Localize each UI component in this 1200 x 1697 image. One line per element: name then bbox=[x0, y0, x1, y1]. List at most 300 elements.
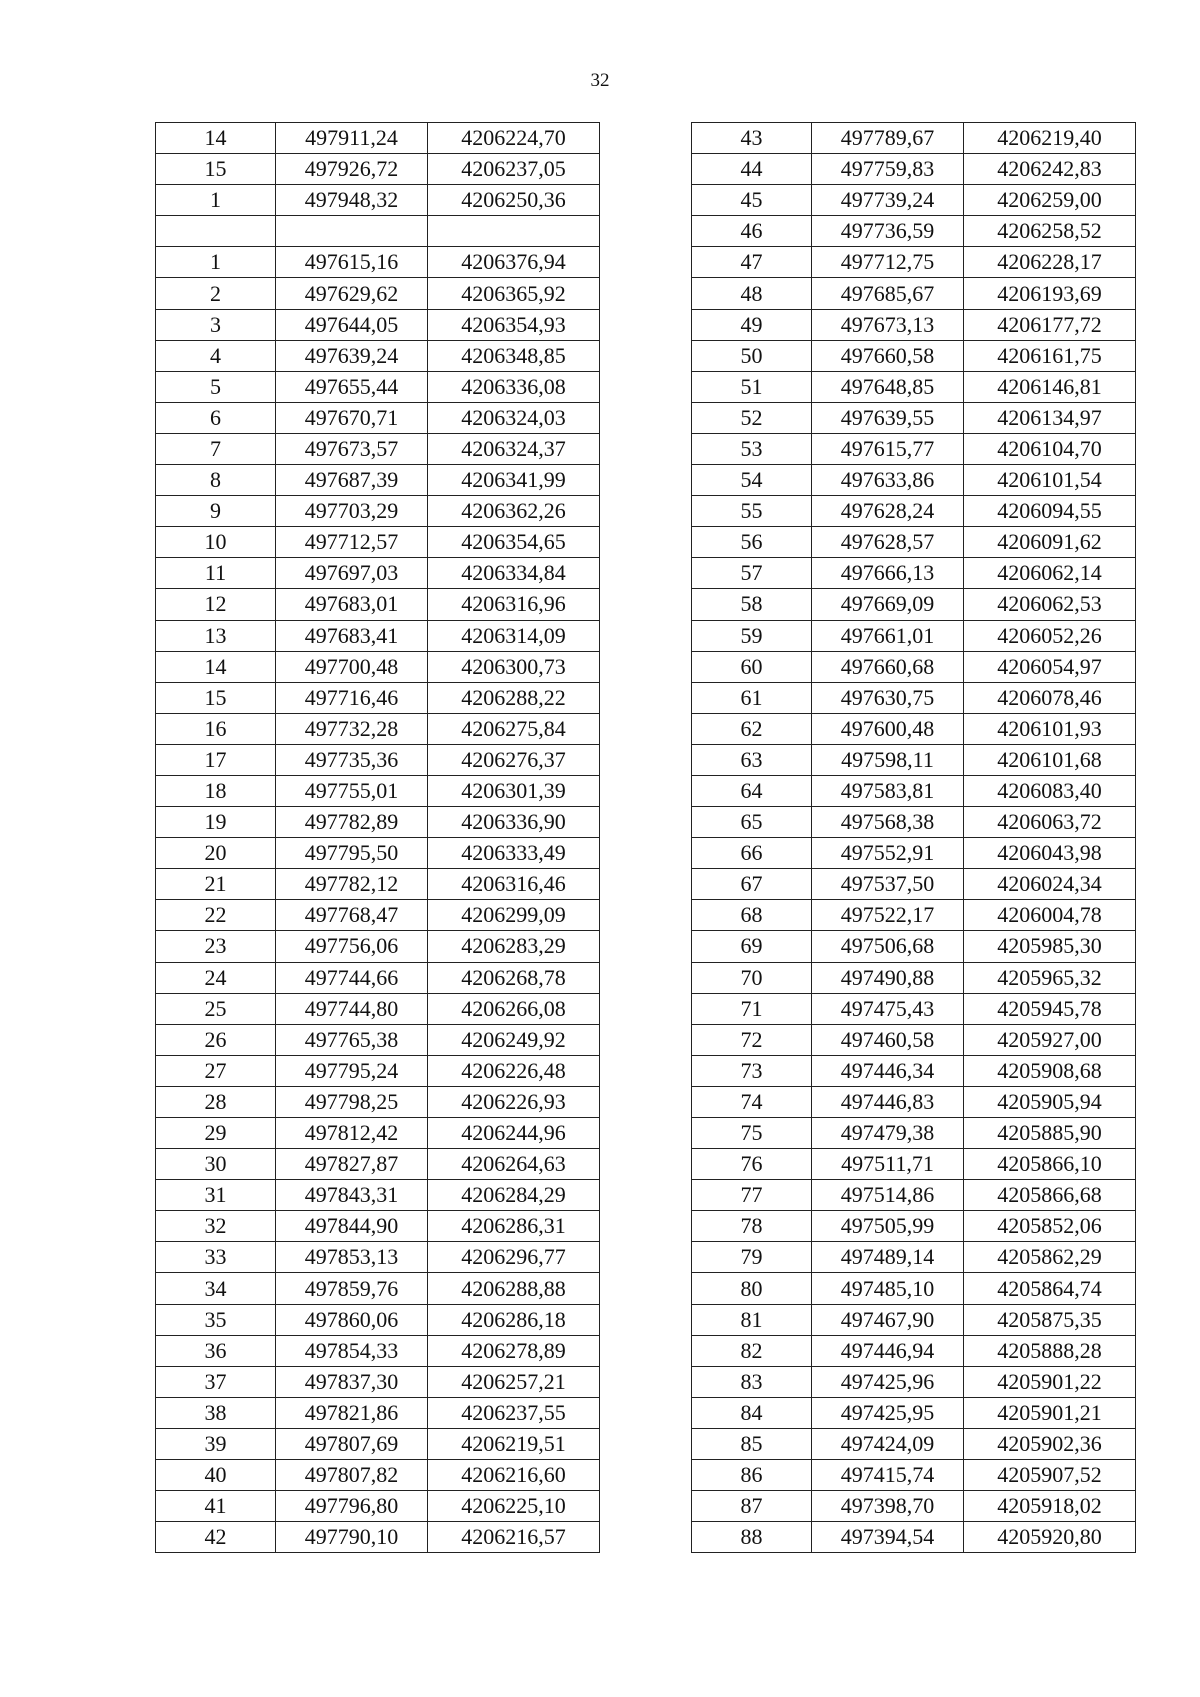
point-number-cell: 83 bbox=[692, 1366, 812, 1397]
table-row bbox=[156, 216, 600, 247]
point-number-cell: 40 bbox=[156, 1460, 276, 1491]
table-row bbox=[692, 558, 1136, 589]
table-row bbox=[692, 1211, 1136, 1242]
x-coordinate-cell bbox=[276, 216, 428, 247]
table-row bbox=[692, 154, 1136, 185]
table-row bbox=[156, 278, 600, 309]
y-coordinate-cell: 4206242,83 bbox=[964, 154, 1136, 185]
x-coordinate-cell: 497796,80 bbox=[276, 1491, 428, 1522]
table-row bbox=[156, 900, 600, 931]
y-coordinate-cell: 4206052,26 bbox=[964, 620, 1136, 651]
x-coordinate-cell: 497926,72 bbox=[276, 154, 428, 185]
point-number-cell: 68 bbox=[692, 900, 812, 931]
table-row bbox=[692, 651, 1136, 682]
point-number-cell: 29 bbox=[156, 1118, 276, 1149]
x-coordinate-cell: 497789,67 bbox=[812, 123, 964, 154]
y-coordinate-cell: 4206299,09 bbox=[428, 900, 600, 931]
x-coordinate-cell: 497446,83 bbox=[812, 1086, 964, 1117]
point-number-cell: 3 bbox=[156, 309, 276, 340]
x-coordinate-cell: 497628,24 bbox=[812, 496, 964, 527]
x-coordinate-cell: 497673,13 bbox=[812, 309, 964, 340]
y-coordinate-cell: 4205901,22 bbox=[964, 1366, 1136, 1397]
y-coordinate-cell: 4206177,72 bbox=[964, 309, 1136, 340]
table-row bbox=[692, 1491, 1136, 1522]
point-number-cell: 1 bbox=[156, 247, 276, 278]
table-row bbox=[156, 1397, 600, 1428]
point-number-cell: 33 bbox=[156, 1242, 276, 1273]
point-number-cell: 80 bbox=[692, 1273, 812, 1304]
x-coordinate-cell: 497522,17 bbox=[812, 900, 964, 931]
point-number-cell: 77 bbox=[692, 1180, 812, 1211]
point-number-cell: 1 bbox=[156, 185, 276, 216]
table-row bbox=[692, 527, 1136, 558]
y-coordinate-cell: 4206258,52 bbox=[964, 216, 1136, 247]
x-coordinate-cell: 497795,50 bbox=[276, 838, 428, 869]
x-coordinate-cell: 497583,81 bbox=[812, 775, 964, 806]
table-row bbox=[692, 931, 1136, 962]
point-number-cell: 53 bbox=[692, 433, 812, 464]
table-row bbox=[156, 309, 600, 340]
x-coordinate-cell: 497812,42 bbox=[276, 1118, 428, 1149]
point-number-cell: 51 bbox=[692, 371, 812, 402]
x-coordinate-cell: 497854,33 bbox=[276, 1335, 428, 1366]
table-row bbox=[156, 713, 600, 744]
y-coordinate-cell bbox=[428, 216, 600, 247]
table-row bbox=[156, 1055, 600, 1086]
point-number-cell: 15 bbox=[156, 154, 276, 185]
table-row bbox=[692, 1024, 1136, 1055]
y-coordinate-cell: 4206334,84 bbox=[428, 558, 600, 589]
point-number-cell: 38 bbox=[156, 1397, 276, 1428]
table-row bbox=[692, 1366, 1136, 1397]
table-row bbox=[156, 682, 600, 713]
x-coordinate-cell: 497475,43 bbox=[812, 993, 964, 1024]
point-number-cell: 26 bbox=[156, 1024, 276, 1055]
table-row bbox=[692, 1118, 1136, 1149]
y-coordinate-cell: 4206348,85 bbox=[428, 340, 600, 371]
y-coordinate-cell: 4206286,18 bbox=[428, 1304, 600, 1335]
table-row bbox=[156, 838, 600, 869]
table-row bbox=[692, 589, 1136, 620]
table-row bbox=[692, 993, 1136, 1024]
y-coordinate-cell: 4206264,63 bbox=[428, 1149, 600, 1180]
point-number-cell: 88 bbox=[692, 1522, 812, 1553]
x-coordinate-cell: 497860,06 bbox=[276, 1304, 428, 1335]
point-number-cell: 41 bbox=[156, 1491, 276, 1522]
x-coordinate-cell: 497639,55 bbox=[812, 402, 964, 433]
y-coordinate-cell: 4206004,78 bbox=[964, 900, 1136, 931]
x-coordinate-cell: 497514,86 bbox=[812, 1180, 964, 1211]
point-number-cell: 48 bbox=[692, 278, 812, 309]
y-coordinate-cell: 4206324,03 bbox=[428, 402, 600, 433]
x-coordinate-cell: 497511,71 bbox=[812, 1149, 964, 1180]
table-row bbox=[692, 278, 1136, 309]
table-row bbox=[692, 496, 1136, 527]
y-coordinate-cell: 4206275,84 bbox=[428, 713, 600, 744]
table-row bbox=[156, 869, 600, 900]
y-coordinate-cell: 4205901,21 bbox=[964, 1397, 1136, 1428]
y-coordinate-cell: 4206134,97 bbox=[964, 402, 1136, 433]
table-row bbox=[692, 185, 1136, 216]
point-number-cell: 81 bbox=[692, 1304, 812, 1335]
table-row bbox=[156, 1211, 600, 1242]
x-coordinate-cell: 497843,31 bbox=[276, 1180, 428, 1211]
point-number-cell: 71 bbox=[692, 993, 812, 1024]
point-number-cell: 69 bbox=[692, 931, 812, 962]
table-row bbox=[156, 993, 600, 1024]
y-coordinate-cell: 4205902,36 bbox=[964, 1428, 1136, 1459]
point-number-cell: 11 bbox=[156, 558, 276, 589]
point-number-cell: 20 bbox=[156, 838, 276, 869]
x-coordinate-cell: 497807,69 bbox=[276, 1428, 428, 1459]
x-coordinate-cell: 497633,86 bbox=[812, 465, 964, 496]
point-number-cell: 44 bbox=[692, 154, 812, 185]
x-coordinate-cell: 497736,59 bbox=[812, 216, 964, 247]
y-coordinate-cell: 4206354,65 bbox=[428, 527, 600, 558]
table-row bbox=[692, 1242, 1136, 1273]
y-coordinate-cell: 4206104,70 bbox=[964, 433, 1136, 464]
table-row bbox=[692, 869, 1136, 900]
table-row bbox=[156, 1273, 600, 1304]
table-row bbox=[692, 1149, 1136, 1180]
y-coordinate-cell: 4206063,72 bbox=[964, 807, 1136, 838]
x-coordinate-cell: 497700,48 bbox=[276, 651, 428, 682]
x-coordinate-cell: 497948,32 bbox=[276, 185, 428, 216]
table-row bbox=[156, 589, 600, 620]
x-coordinate-cell: 497485,10 bbox=[812, 1273, 964, 1304]
coordinates-table-right-body bbox=[692, 123, 1136, 1553]
point-number-cell: 49 bbox=[692, 309, 812, 340]
y-coordinate-cell: 4206250,36 bbox=[428, 185, 600, 216]
table-row bbox=[692, 247, 1136, 278]
x-coordinate-cell: 497744,80 bbox=[276, 993, 428, 1024]
y-coordinate-cell: 4205885,90 bbox=[964, 1118, 1136, 1149]
table-row bbox=[156, 620, 600, 651]
y-coordinate-cell: 4206237,05 bbox=[428, 154, 600, 185]
table-row bbox=[156, 123, 600, 154]
point-number-cell: 9 bbox=[156, 496, 276, 527]
x-coordinate-cell: 497798,25 bbox=[276, 1086, 428, 1117]
y-coordinate-cell: 4206226,93 bbox=[428, 1086, 600, 1117]
point-number-cell: 34 bbox=[156, 1273, 276, 1304]
y-coordinate-cell: 4206288,88 bbox=[428, 1273, 600, 1304]
y-coordinate-cell: 4206228,17 bbox=[964, 247, 1136, 278]
point-number-cell: 46 bbox=[692, 216, 812, 247]
table-row bbox=[692, 620, 1136, 651]
table-row bbox=[156, 402, 600, 433]
x-coordinate-cell: 497467,90 bbox=[812, 1304, 964, 1335]
table-row bbox=[156, 1366, 600, 1397]
x-coordinate-cell: 497600,48 bbox=[812, 713, 964, 744]
point-number-cell: 39 bbox=[156, 1428, 276, 1459]
y-coordinate-cell: 4205875,35 bbox=[964, 1304, 1136, 1335]
x-coordinate-cell: 497837,30 bbox=[276, 1366, 428, 1397]
table-row bbox=[156, 154, 600, 185]
point-number-cell: 66 bbox=[692, 838, 812, 869]
table-row bbox=[156, 931, 600, 962]
y-coordinate-cell: 4205920,80 bbox=[964, 1522, 1136, 1553]
table-row bbox=[692, 744, 1136, 775]
table-row bbox=[692, 402, 1136, 433]
x-coordinate-cell: 497827,87 bbox=[276, 1149, 428, 1180]
y-coordinate-cell: 4206101,68 bbox=[964, 744, 1136, 775]
y-coordinate-cell: 4206333,49 bbox=[428, 838, 600, 869]
x-coordinate-cell: 497716,46 bbox=[276, 682, 428, 713]
y-coordinate-cell: 4206259,00 bbox=[964, 185, 1136, 216]
x-coordinate-cell: 497660,58 bbox=[812, 340, 964, 371]
y-coordinate-cell: 4206224,70 bbox=[428, 123, 600, 154]
y-coordinate-cell: 4205965,32 bbox=[964, 962, 1136, 993]
table-row bbox=[692, 1304, 1136, 1335]
point-number-cell: 43 bbox=[692, 123, 812, 154]
x-coordinate-cell: 497911,24 bbox=[276, 123, 428, 154]
x-coordinate-cell: 497639,24 bbox=[276, 340, 428, 371]
y-coordinate-cell: 4206316,46 bbox=[428, 869, 600, 900]
x-coordinate-cell: 497460,58 bbox=[812, 1024, 964, 1055]
y-coordinate-cell: 4206336,90 bbox=[428, 807, 600, 838]
table-row bbox=[156, 1180, 600, 1211]
coordinates-table-right bbox=[691, 122, 1136, 1553]
table-row bbox=[692, 433, 1136, 464]
x-coordinate-cell: 497415,74 bbox=[812, 1460, 964, 1491]
y-coordinate-cell: 4205888,28 bbox=[964, 1335, 1136, 1366]
point-number-cell: 86 bbox=[692, 1460, 812, 1491]
page-number: 32 bbox=[590, 70, 610, 91]
point-number-cell bbox=[156, 216, 276, 247]
point-number-cell: 31 bbox=[156, 1180, 276, 1211]
y-coordinate-cell: 4206266,08 bbox=[428, 993, 600, 1024]
table-row bbox=[156, 1491, 600, 1522]
y-coordinate-cell: 4205908,68 bbox=[964, 1055, 1136, 1086]
table-row bbox=[156, 744, 600, 775]
x-coordinate-cell: 497765,38 bbox=[276, 1024, 428, 1055]
y-coordinate-cell: 4206362,26 bbox=[428, 496, 600, 527]
x-coordinate-cell: 497807,82 bbox=[276, 1460, 428, 1491]
y-coordinate-cell: 4206226,48 bbox=[428, 1055, 600, 1086]
point-number-cell: 4 bbox=[156, 340, 276, 371]
point-number-cell: 14 bbox=[156, 651, 276, 682]
table-row bbox=[692, 1428, 1136, 1459]
point-number-cell: 36 bbox=[156, 1335, 276, 1366]
point-number-cell: 28 bbox=[156, 1086, 276, 1117]
table-row bbox=[156, 651, 600, 682]
y-coordinate-cell: 4206237,55 bbox=[428, 1397, 600, 1428]
point-number-cell: 47 bbox=[692, 247, 812, 278]
y-coordinate-cell: 4206324,37 bbox=[428, 433, 600, 464]
y-coordinate-cell: 4206284,29 bbox=[428, 1180, 600, 1211]
x-coordinate-cell: 497424,09 bbox=[812, 1428, 964, 1459]
table-row bbox=[156, 1242, 600, 1273]
point-number-cell: 12 bbox=[156, 589, 276, 620]
point-number-cell: 23 bbox=[156, 931, 276, 962]
point-number-cell: 65 bbox=[692, 807, 812, 838]
y-coordinate-cell: 4206300,73 bbox=[428, 651, 600, 682]
x-coordinate-cell: 497782,12 bbox=[276, 869, 428, 900]
table-row bbox=[156, 1335, 600, 1366]
y-coordinate-cell: 4206365,92 bbox=[428, 278, 600, 309]
y-coordinate-cell: 4206062,14 bbox=[964, 558, 1136, 589]
point-number-cell: 6 bbox=[156, 402, 276, 433]
y-coordinate-cell: 4206024,34 bbox=[964, 869, 1136, 900]
point-number-cell: 19 bbox=[156, 807, 276, 838]
y-coordinate-cell: 4206316,96 bbox=[428, 589, 600, 620]
y-coordinate-cell: 4205918,02 bbox=[964, 1491, 1136, 1522]
coordinates-table-left bbox=[155, 122, 600, 1553]
table-row bbox=[692, 371, 1136, 402]
y-coordinate-cell: 4205866,10 bbox=[964, 1149, 1136, 1180]
y-coordinate-cell: 4206296,77 bbox=[428, 1242, 600, 1273]
table-row bbox=[692, 775, 1136, 806]
y-coordinate-cell: 4205852,06 bbox=[964, 1211, 1136, 1242]
table-row bbox=[692, 340, 1136, 371]
table-row bbox=[692, 1335, 1136, 1366]
x-coordinate-cell: 497661,01 bbox=[812, 620, 964, 651]
table-row bbox=[692, 900, 1136, 931]
y-coordinate-cell: 4206286,31 bbox=[428, 1211, 600, 1242]
table-row bbox=[156, 185, 600, 216]
y-coordinate-cell: 4206283,29 bbox=[428, 931, 600, 962]
x-coordinate-cell: 497615,16 bbox=[276, 247, 428, 278]
y-coordinate-cell: 4206341,99 bbox=[428, 465, 600, 496]
y-coordinate-cell: 4205985,30 bbox=[964, 931, 1136, 962]
x-coordinate-cell: 497673,57 bbox=[276, 433, 428, 464]
table-row bbox=[692, 1180, 1136, 1211]
table-row bbox=[156, 1024, 600, 1055]
table-row bbox=[156, 371, 600, 402]
y-coordinate-cell: 4206244,96 bbox=[428, 1118, 600, 1149]
x-coordinate-cell: 497479,38 bbox=[812, 1118, 964, 1149]
point-number-cell: 24 bbox=[156, 962, 276, 993]
point-number-cell: 37 bbox=[156, 1366, 276, 1397]
x-coordinate-cell: 497732,28 bbox=[276, 713, 428, 744]
point-number-cell: 85 bbox=[692, 1428, 812, 1459]
point-number-cell: 82 bbox=[692, 1335, 812, 1366]
x-coordinate-cell: 497756,06 bbox=[276, 931, 428, 962]
point-number-cell: 35 bbox=[156, 1304, 276, 1335]
x-coordinate-cell: 497615,77 bbox=[812, 433, 964, 464]
point-number-cell: 18 bbox=[156, 775, 276, 806]
x-coordinate-cell: 497853,13 bbox=[276, 1242, 428, 1273]
point-number-cell: 79 bbox=[692, 1242, 812, 1273]
x-coordinate-cell: 497598,11 bbox=[812, 744, 964, 775]
y-coordinate-cell: 4206094,55 bbox=[964, 496, 1136, 527]
x-coordinate-cell: 497425,96 bbox=[812, 1366, 964, 1397]
x-coordinate-cell: 497628,57 bbox=[812, 527, 964, 558]
point-number-cell: 42 bbox=[156, 1522, 276, 1553]
y-coordinate-cell: 4206336,08 bbox=[428, 371, 600, 402]
x-coordinate-cell: 497506,68 bbox=[812, 931, 964, 962]
y-coordinate-cell: 4206101,54 bbox=[964, 465, 1136, 496]
point-number-cell: 14 bbox=[156, 123, 276, 154]
point-number-cell: 72 bbox=[692, 1024, 812, 1055]
point-number-cell: 73 bbox=[692, 1055, 812, 1086]
table-row bbox=[156, 527, 600, 558]
table-row bbox=[156, 1428, 600, 1459]
x-coordinate-cell: 497739,24 bbox=[812, 185, 964, 216]
y-coordinate-cell: 4206278,89 bbox=[428, 1335, 600, 1366]
point-number-cell: 87 bbox=[692, 1491, 812, 1522]
y-coordinate-cell: 4206219,40 bbox=[964, 123, 1136, 154]
x-coordinate-cell: 497552,91 bbox=[812, 838, 964, 869]
y-coordinate-cell: 4206314,09 bbox=[428, 620, 600, 651]
point-number-cell: 60 bbox=[692, 651, 812, 682]
point-number-cell: 5 bbox=[156, 371, 276, 402]
y-coordinate-cell: 4205945,78 bbox=[964, 993, 1136, 1024]
y-coordinate-cell: 4206054,97 bbox=[964, 651, 1136, 682]
point-number-cell: 76 bbox=[692, 1149, 812, 1180]
y-coordinate-cell: 4206062,53 bbox=[964, 589, 1136, 620]
y-coordinate-cell: 4206301,39 bbox=[428, 775, 600, 806]
point-number-cell: 57 bbox=[692, 558, 812, 589]
point-number-cell: 17 bbox=[156, 744, 276, 775]
x-coordinate-cell: 497398,70 bbox=[812, 1491, 964, 1522]
table-row bbox=[692, 1273, 1136, 1304]
point-number-cell: 61 bbox=[692, 682, 812, 713]
point-number-cell: 62 bbox=[692, 713, 812, 744]
table-row bbox=[156, 558, 600, 589]
y-coordinate-cell: 4206276,37 bbox=[428, 744, 600, 775]
x-coordinate-cell: 497505,99 bbox=[812, 1211, 964, 1242]
point-number-cell: 45 bbox=[692, 185, 812, 216]
x-coordinate-cell: 497697,03 bbox=[276, 558, 428, 589]
point-number-cell: 15 bbox=[156, 682, 276, 713]
point-number-cell: 58 bbox=[692, 589, 812, 620]
x-coordinate-cell: 497821,86 bbox=[276, 1397, 428, 1428]
x-coordinate-cell: 497644,05 bbox=[276, 309, 428, 340]
table-row bbox=[692, 465, 1136, 496]
point-number-cell: 27 bbox=[156, 1055, 276, 1086]
y-coordinate-cell: 4205862,29 bbox=[964, 1242, 1136, 1273]
point-number-cell: 55 bbox=[692, 496, 812, 527]
y-coordinate-cell: 4206354,93 bbox=[428, 309, 600, 340]
table-row bbox=[692, 962, 1136, 993]
table-row bbox=[156, 340, 600, 371]
point-number-cell: 70 bbox=[692, 962, 812, 993]
y-coordinate-cell: 4206257,21 bbox=[428, 1366, 600, 1397]
x-coordinate-cell: 497425,95 bbox=[812, 1397, 964, 1428]
y-coordinate-cell: 4206083,40 bbox=[964, 775, 1136, 806]
table-row bbox=[692, 1086, 1136, 1117]
table-row bbox=[156, 496, 600, 527]
y-coordinate-cell: 4206078,46 bbox=[964, 682, 1136, 713]
table-row bbox=[692, 713, 1136, 744]
y-coordinate-cell: 4205866,68 bbox=[964, 1180, 1136, 1211]
x-coordinate-cell: 497660,68 bbox=[812, 651, 964, 682]
table-row bbox=[692, 1522, 1136, 1553]
y-coordinate-cell: 4206101,93 bbox=[964, 713, 1136, 744]
table-row bbox=[156, 1460, 600, 1491]
y-coordinate-cell: 4206091,62 bbox=[964, 527, 1136, 558]
y-coordinate-cell: 4206219,51 bbox=[428, 1428, 600, 1459]
table-row bbox=[692, 216, 1136, 247]
y-coordinate-cell: 4206288,22 bbox=[428, 682, 600, 713]
x-coordinate-cell: 497670,71 bbox=[276, 402, 428, 433]
x-coordinate-cell: 497685,67 bbox=[812, 278, 964, 309]
point-number-cell: 75 bbox=[692, 1118, 812, 1149]
y-coordinate-cell: 4206249,92 bbox=[428, 1024, 600, 1055]
table-row bbox=[692, 838, 1136, 869]
y-coordinate-cell: 4206225,10 bbox=[428, 1491, 600, 1522]
point-number-cell: 50 bbox=[692, 340, 812, 371]
point-number-cell: 21 bbox=[156, 869, 276, 900]
table-row bbox=[156, 1118, 600, 1149]
x-coordinate-cell: 497630,75 bbox=[812, 682, 964, 713]
point-number-cell: 7 bbox=[156, 433, 276, 464]
point-number-cell: 84 bbox=[692, 1397, 812, 1428]
point-number-cell: 32 bbox=[156, 1211, 276, 1242]
point-number-cell: 13 bbox=[156, 620, 276, 651]
x-coordinate-cell: 497489,14 bbox=[812, 1242, 964, 1273]
